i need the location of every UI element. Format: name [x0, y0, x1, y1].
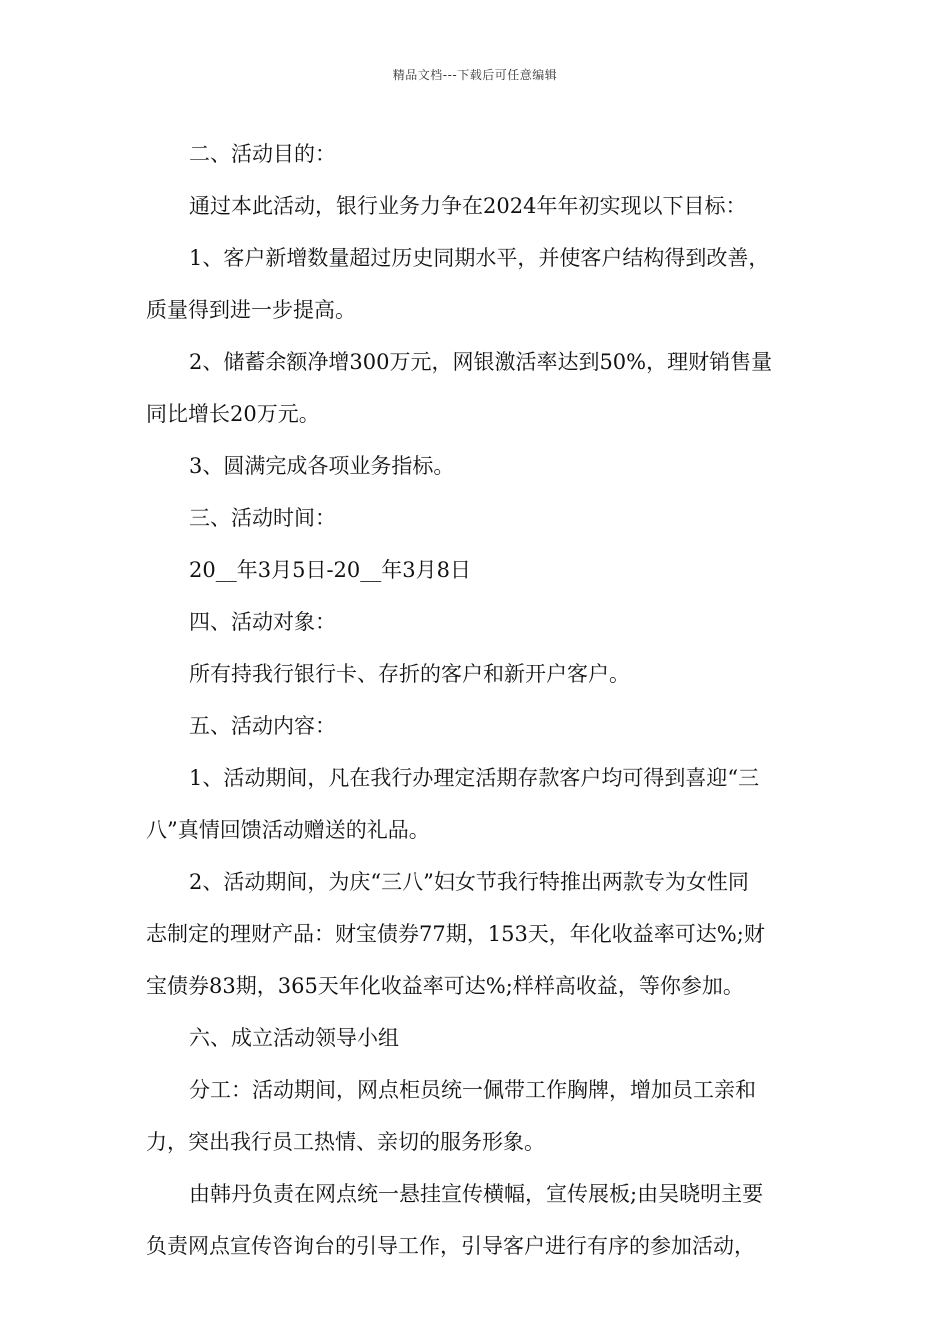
paragraph-line: 同比增长20万元。 — [146, 402, 320, 426]
paragraph-line: 2、储蓄余额净增300万元，网银激活率达到50%，理财销售量 — [189, 350, 773, 374]
section-heading-team: 六、成立活动领导小组 — [189, 1026, 399, 1050]
paragraph-line: 宝债券83期，365天年化收益率可达%;样样高收益，等你参加。 — [146, 974, 744, 998]
document-body — [146, 128, 808, 1272]
paragraph-line: 2、活动期间，为庆“三八”妇女节我行特推出两款专为女性同 — [189, 870, 749, 894]
paragraph-line: 1、活动期间，凡在我行办理定活期存款客户均可得到喜迎“三 — [189, 766, 760, 790]
paragraph-line: 八”真情回馈活动赠送的礼品。 — [146, 818, 430, 842]
paragraph-line: 由韩丹负责在网点统一悬挂宣传横幅，宣传展板;由吴晓明主要 — [189, 1182, 764, 1206]
section-heading-purpose: 二、活动目的： — [189, 142, 336, 166]
paragraph-line: 质量得到进一步提高。 — [146, 298, 356, 322]
paragraph-line: 分工：活动期间，网点柜员统一佩带工作胸牌，增加员工亲和 — [189, 1078, 756, 1102]
page-header: 精品文档---下载后可任意编辑 — [392, 68, 558, 82]
section-heading-content: 五、活动内容： — [189, 714, 336, 738]
paragraph-line: 20__年3月5日-20__年3月8日 — [189, 558, 471, 582]
paragraph-line: 通过本此活动，银行业务力争在2024年年初实现以下目标： — [189, 194, 747, 218]
section-heading-time: 三、活动时间： — [189, 506, 336, 530]
paragraph-line: 1、客户新增数量超过历史同期水平，并使客户结构得到改善， — [189, 246, 770, 270]
section-heading-audience: 四、活动对象： — [189, 610, 336, 634]
paragraph-line: 力，突出我行员工热情、亲切的服务形象。 — [146, 1130, 545, 1154]
paragraph-line: 志制定的理财产品：财宝债券77期，153天，年化收益率可达%;财 — [146, 922, 765, 946]
paragraph-line: 所有持我行银行卡、存折的客户和新开户客户。 — [189, 662, 630, 686]
paragraph-line: 3、圆满完成各项业务指标。 — [189, 454, 455, 478]
paragraph-line: 负责网点宣传咨询台的引导工作，引导客户进行有序的参加活动， — [146, 1234, 755, 1258]
